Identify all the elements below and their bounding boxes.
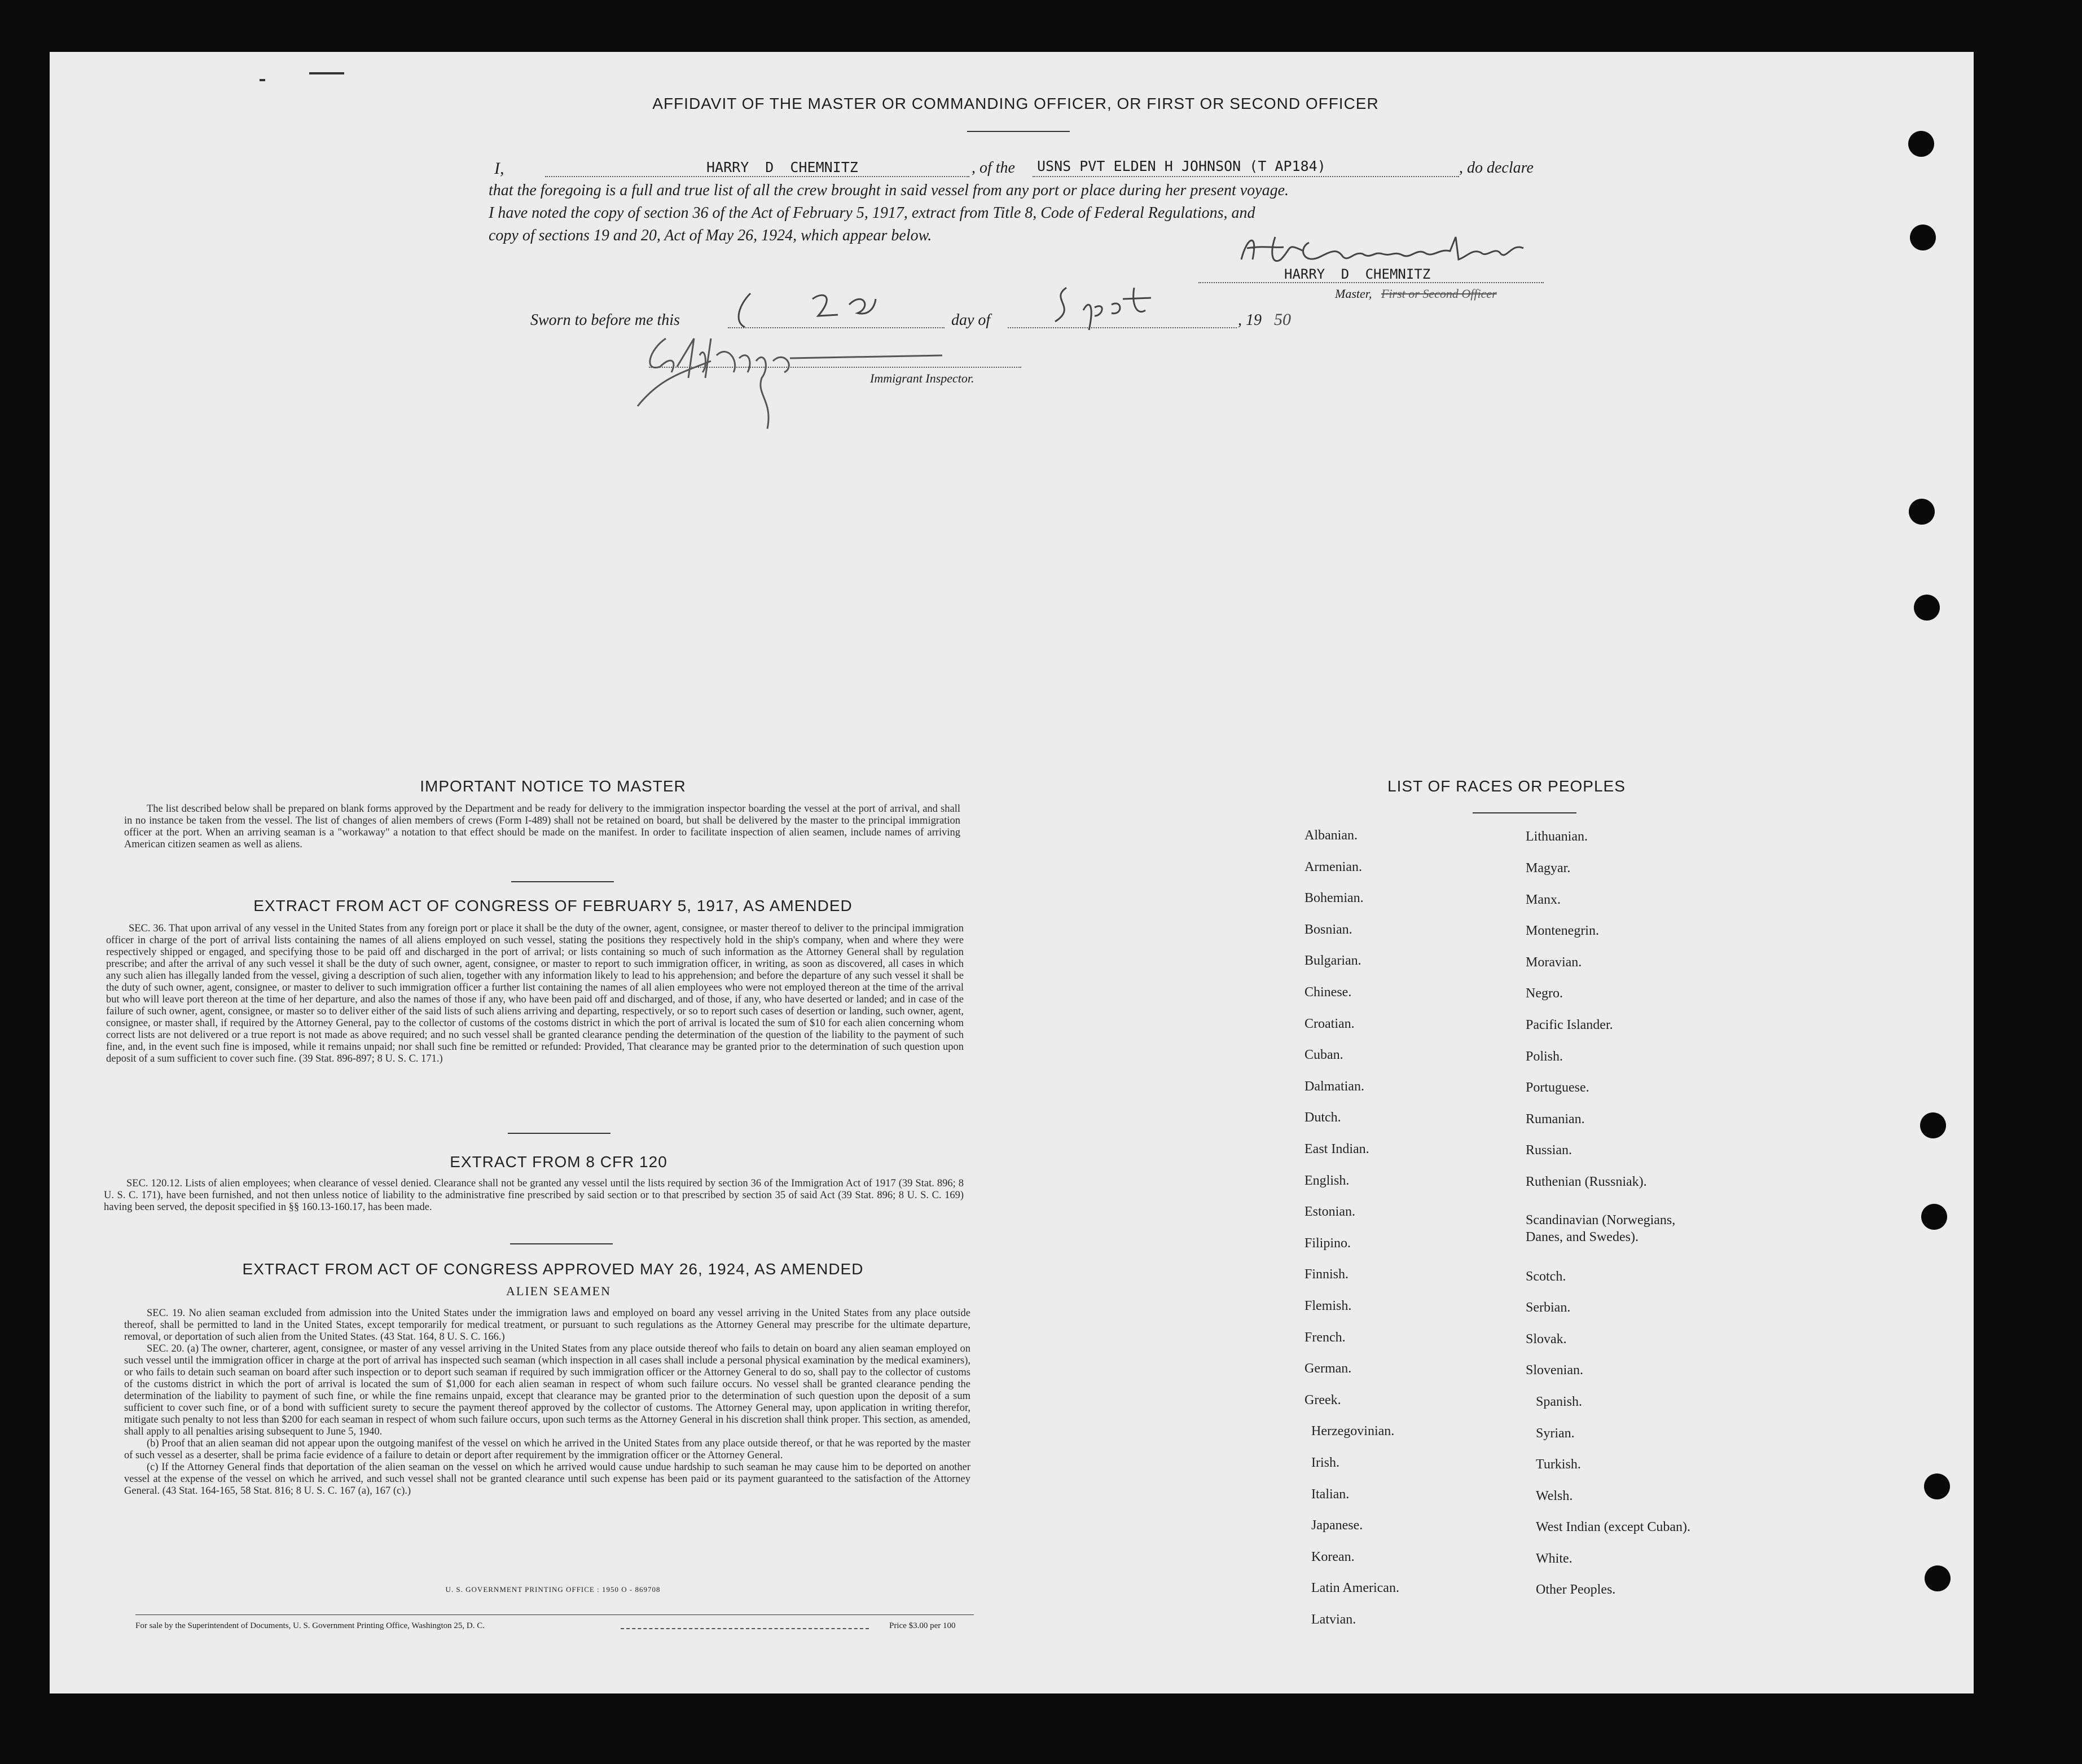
race-item: Polish. <box>1526 1049 1563 1064</box>
race-item: Manx. <box>1526 892 1561 907</box>
vessel-name: USNS PVT ELDEN H JOHNSON (T AP184) <box>1037 158 1326 174</box>
race-item: Turkish. <box>1536 1457 1581 1472</box>
declarant-name: HARRY D CHEMNITZ <box>706 159 858 175</box>
sworn-month-handwriting <box>1038 276 1179 333</box>
struck-officer-text: First or Second Officer <box>1381 287 1497 301</box>
race-item: English. <box>1304 1173 1350 1188</box>
race-item: Latin American. <box>1311 1581 1399 1596</box>
race-item: East Indian. <box>1304 1142 1369 1156</box>
do-declare-label: , do declare <box>1459 159 1534 177</box>
section-divider <box>511 881 614 882</box>
extract-1924-subtitle: ALIEN SEAMEN <box>506 1284 611 1298</box>
notice-title: IMPORTANT NOTICE TO MASTER <box>420 777 686 795</box>
footer-price: Price $3.00 per 100 <box>889 1621 956 1630</box>
section-divider <box>510 1243 613 1244</box>
race-item: Syrian. <box>1536 1426 1575 1441</box>
races-title: LIST OF RACES OR PEOPLES <box>1387 777 1626 795</box>
race-item: Portuguese. <box>1526 1080 1589 1095</box>
race-item: Estonian. <box>1304 1204 1355 1220</box>
race-item: White. <box>1536 1551 1573 1566</box>
races-title-rule <box>1473 812 1576 813</box>
race-item: Dalmatian. <box>1304 1079 1364 1094</box>
year-suffix: 50 <box>1274 310 1291 329</box>
year-prefix: , 19 <box>1238 311 1262 329</box>
affidavit-title: AFFIDAVIT OF THE MASTER OR COMMANDING OFFICER, OR FIRST OR SECOND OFFICER <box>652 95 1379 112</box>
race-item: German. <box>1304 1361 1352 1376</box>
race-item: Italian. <box>1311 1486 1350 1502</box>
vessel-line <box>1033 176 1459 177</box>
race-item: Moravian. <box>1526 955 1582 970</box>
punch-hole <box>1925 1565 1951 1591</box>
declaration-line-4: copy of sections 19 and 20, Act of May 26, 1924, which appear below. <box>489 227 932 244</box>
master-label: Master, <box>1335 287 1372 301</box>
declaration-i: I, <box>494 159 504 178</box>
extract-cfr-paragraph: SEC. 120.12. Lists of alien employees; when clearance of vessel denied. Clearance shall not be granted any vessel until the lists required by section 36 of the Immigration Act of 1917 (39 Stat. 896; 8 U. S. C. 171), have been furnished, and not then unless notice of liability to the administrative fine prescribed by said section or to that prescribed by section 35 of said Act (39 Stat. 896; 8 U. S. C. 169) having been served, the deposit specified in §§ 160.13-160.17, has been made. <box>104 1178 964 1213</box>
race-item: Japanese. <box>1311 1518 1363 1533</box>
sworn-day-handwriting <box>728 282 897 333</box>
extract-1924-title: EXTRACT FROM ACT OF CONGRESS APPROVED MAY 26, 1924, AS AMENDED <box>242 1260 864 1278</box>
race-item: Cuban. <box>1304 1048 1343 1063</box>
race-item: Pacific Islander. <box>1526 1018 1613 1032</box>
section-20c-paragraph: (c) If the Attorney General finds that deportation of the alien seaman on the vessel on which he arrived would cause undue hardship to such seaman he may cause him to be deported on another vessel at the expense of the vessel on which he arrived, and such vessel shall not be granted clearance until such expense has been paid or its payment guaranteed to the satisfaction of the Attorney General. (43 Stat. 164-165, 58 Stat. 816; 8 U. S. C. 167 (a), 167 (c).) <box>124 1462 970 1497</box>
section-20a-paragraph: SEC. 20. (a) The owner, charterer, agent, consignee, or master of any vessel arriving in the United States from any place outside thereof who fails to detain on board any alien seaman employed on such vessel until the immigration officer in charge at the port of arrival has inspected such seaman (which inspection in all cases shall include a personal physical examination by the medical examiners), or who fails to detain such seaman on board after such inspection or to deport such seaman if required by such immigration officer or the Attorney General to do so, shall pay to the collector of customs of the customs district in which the port of arrival is located the sum of $1,000 for each alien seaman in respect of whom such failure occurs. No vessel shall be granted clearance pending the determination of the liability to payment of such fine, or while the fine remains unpaid, except that clearance may be granted prior to the determination of such question upon the deposit of a sum sufficient to cover such fine, or of a bond with sufficient surety to secure the payment thereof approved by the collector of customs. The Attorney General may, upon application in writing therefor, mitigate such penalty to not less than $200 for each seaman in respect of whom such failure occurs, upon such terms as the Attorney General in his discretion shall think proper. This section, as amended, shall apply to all penalties arising subsequent to June 5, 1940. <box>124 1343 970 1437</box>
race-item: Serbian. <box>1526 1300 1571 1315</box>
punch-hole <box>1914 595 1940 621</box>
extract-cfr-text <box>104 1178 964 1213</box>
race-item: Armenian. <box>1304 859 1362 874</box>
race-item: Other Peoples. <box>1536 1582 1616 1597</box>
punch-hole <box>1921 1204 1947 1230</box>
race-item: Welsh. <box>1536 1489 1573 1503</box>
race-item: Chinese. <box>1304 985 1352 1000</box>
sworn-label: Sworn to before me this <box>530 311 680 329</box>
section-20b-paragraph: (b) Proof that an alien seaman did not appear upon the outgoing manifest of the vessel on which he arrived in the United States from any place outside thereof, or that he was reported by the master of such vessel as a deserter, shall be prima facie evidence of a failure to detain or deport after requirement by the immigration officer or the Attorney General. <box>124 1438 970 1461</box>
punch-hole <box>1924 1473 1950 1499</box>
section-19-paragraph: SEC. 19. No alien seaman excluded from admission into the United States under the immigration laws and employed on board any vessel arriving in the United States from any place outside thereof, shall be permitted to land in the United States, except temporarily for medical treatment, or pursuant to such regulations as the Attorney General may prescribe for the ultimate departure, removal, or deportation of such alien from the United States. (43 Stat. 164, 8 U. S. C. 166.) <box>124 1308 970 1343</box>
race-item: Filipino. <box>1304 1235 1351 1251</box>
race-item: Rumanian. <box>1526 1112 1585 1127</box>
race-item: Korean. <box>1311 1549 1355 1564</box>
race-item: Flemish. <box>1304 1299 1352 1313</box>
declaration-line-2: that the foregoing is a full and true list of all the crew brought in said vessel from any port or place during her present voyage. <box>489 182 1289 199</box>
race-item: Finnish. <box>1304 1267 1349 1282</box>
extract-1917-paragraph: SEC. 36. That upon arrival of any vessel in the United States from any foreign port or place it shall be the duty of the owner, agent, consignee, or master thereof to deliver to the principal immigration officer in charge of the port of arrival lists containing the names of all aliens employed on such vessel, stating the positions they respectively hold in the ship's company, when and where they were respectively shipped or engaged, and specifying those to be paid off and discharged in the port of arrival; or lists containing so much of such information as the Attorney General shall by regulation prescribe; and after the arrival of any such vessel it shall be the duty of such owner, agent, consignee, or master to report to such immigration officer, in writing, as soon as discovered, all cases in which any such alien has illegally landed from the vessel, giving a description of such alien, together with any information likely to lead to his apprehension; and before the departure of any such vessel it shall be the duty of such owner, agent, consignee, or master to deliver to such immigration officer a further list containing the names of all alien employees who were not employed thereon at the time of the arrival but who will leave port thereon at the time of her departure, and also the names of those if any, who have been paid off and discharged, and of those, if any, who have deserted or landed; and in case of the failure of such owner, agent, consignee, or master so to deliver either of the said lists of such aliens arriving and departing, respectively, or so to report such cases of desertion or landing, such owner, agent, consignee, or master shall, if required by the Attorney General, pay to the collector of customs of the costoms district in which the port of arrival is located the sum of $10 for each alien concerning whom correct lists are not delivered or a true report is not made as above required; and no such vessel shall be granted clearance pending the determination of the question of the liability to the payment of such fine, and, in the event such fine is imposed, while it remains unpaid; nor shall such fine be remitted or refunded: Provided, That clearance may be granted prior to the determination of such question upon deposit of a sum sufficient to cover such fine. (39 Stat. 896-897; 8 U. S. C. 171.) <box>106 923 964 1064</box>
name-line <box>545 176 969 177</box>
race-item: Irish. <box>1311 1455 1339 1470</box>
race-item: Magyar. <box>1526 861 1571 876</box>
inspector-line <box>649 367 1021 368</box>
race-item: Negro. <box>1526 986 1563 1001</box>
notice-text <box>124 803 960 851</box>
race-item: Slovenian. <box>1526 1363 1583 1378</box>
race-item: Russian. <box>1526 1143 1573 1158</box>
race-item: Greek. <box>1304 1392 1341 1407</box>
punch-hole <box>1909 499 1935 525</box>
race-item: Bohemian. <box>1304 891 1364 906</box>
printer-line: U. S. GOVERNMENT PRINTING OFFICE : 1950 O - 869708 <box>445 1585 661 1594</box>
race-item: Bosnian. <box>1304 922 1352 937</box>
race-item: Albanian. <box>1304 828 1358 843</box>
race-item: West Indian (except Cuban). <box>1536 1520 1690 1534</box>
title-rule <box>967 131 1070 132</box>
of-the-label: , of the <box>972 159 1015 177</box>
footer-leader <box>621 1628 869 1629</box>
scan-mark <box>260 79 265 81</box>
section-divider <box>508 1133 610 1134</box>
race-item: Montenegrin. <box>1526 923 1599 938</box>
race-item: French. <box>1304 1330 1346 1345</box>
punch-hole <box>1910 225 1936 250</box>
extract-1917-text <box>106 923 964 1065</box>
race-item: Latvian. <box>1311 1612 1356 1627</box>
race-item: Ruthenian (Russniak). <box>1526 1174 1647 1189</box>
race-item: Dutch. <box>1304 1110 1341 1125</box>
master-typed-name: HARRY D CHEMNITZ <box>1284 266 1431 282</box>
extract-1917-title: EXTRACT FROM ACT OF CONGRESS OF FEBRUARY 5, 1917, AS AMENDED <box>253 897 853 914</box>
extract-cfr-title: EXTRACT FROM 8 CFR 120 <box>450 1153 667 1171</box>
race-item: Scotch. <box>1526 1269 1566 1284</box>
race-item: Croatian. <box>1304 1016 1355 1031</box>
day-of-label: day of <box>951 311 991 329</box>
race-item: Slovak. <box>1526 1332 1567 1347</box>
inspector-label: Immigrant Inspector. <box>870 371 974 385</box>
punch-hole <box>1920 1112 1946 1138</box>
race-item: Herzegovinian. <box>1311 1424 1395 1439</box>
race-item: Scandinavian (Norwegians, Danes, and Swedes). <box>1526 1213 1676 1244</box>
race-item: Spanish. <box>1536 1395 1583 1409</box>
footer-sale-text: For sale by the Superintendent of Documents, U. S. Government Printing Office, Washington 25, D. C. <box>135 1621 485 1630</box>
scan-mark <box>309 72 344 74</box>
race-item: Bulgarian. <box>1304 953 1361 969</box>
declaration-line-3: I have noted the copy of section 36 of the Act of February 5, 1917, extract from Title 8, Code of Federal Regulations, and <box>489 204 1255 222</box>
signature-line <box>1198 282 1544 283</box>
race-item: Lithuanian. <box>1526 829 1588 844</box>
notice-paragraph: The list described below shall be prepared on blank forms approved by the Department and be ready for delivery to the immigration inspector boarding the vessel at the port of arrival, and shall in no instance be taken from the vessel. The list of changes of alien members of crews (Form I-489) shall not be retained on board, but shall be delivered by the master to the principal immigration officer at the port. When an arriving seaman is a "workaway" a notation to that effect should be made on the manifest. In order to facilitate inspection of alien seamen, include names of arriving American citizen seamen as well as aliens. <box>124 803 960 850</box>
extract-1924-text <box>124 1308 970 1497</box>
punch-hole <box>1908 131 1934 157</box>
